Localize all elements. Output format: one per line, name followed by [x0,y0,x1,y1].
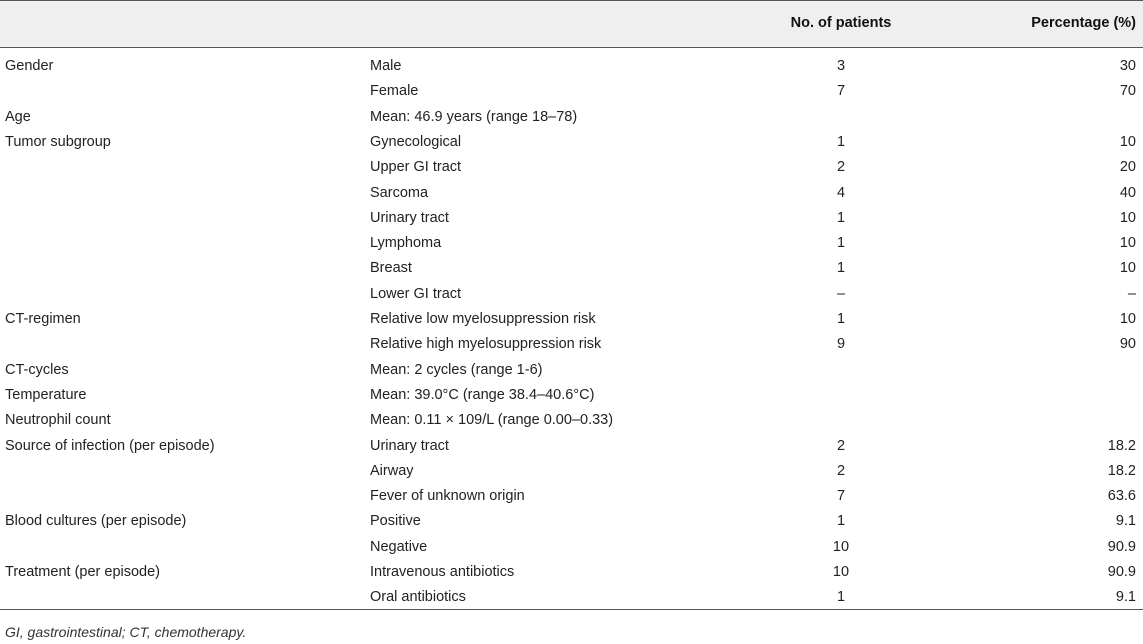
row-subcategory: Airway [370,463,414,479]
row-percentage: 18.2 [1107,438,1136,454]
row-no-of-patients: 1 [836,260,846,276]
row-subcategory: Mean: 2 cycles (range 1-6) [370,362,543,378]
row-category: Treatment (per episode) [5,564,161,580]
row-percentage: 30 [1119,58,1136,74]
row-no-of-patients: 1 [836,134,846,150]
row-no-of-patients: 3 [836,58,846,74]
row-subcategory: Lower GI tract [370,286,462,302]
row-no-of-patients: 9 [836,336,846,352]
row-percentage: 10 [1119,210,1136,226]
row-percentage: 70 [1119,83,1136,99]
row-no-of-patients: 10 [832,539,850,555]
row-subcategory: Oral antibiotics [370,589,466,605]
header-percentage: Percentage (%) [1031,15,1136,31]
bottom-rule [0,609,1143,610]
row-subcategory: Fever of unknown origin [370,488,525,504]
row-subcategory: Positive [370,513,421,529]
row-subcategory: Intravenous antibiotics [370,564,515,580]
row-percentage: 90.9 [1107,539,1136,555]
row-no-of-patients: 2 [836,438,846,454]
row-subcategory: Mean: 46.9 years (range 18–78) [370,109,578,125]
row-category: Source of infection (per episode) [5,438,215,454]
row-percentage: 9.1 [1115,589,1136,605]
table-header-background [0,0,1143,47]
row-percentage: 10 [1119,311,1136,327]
row-subcategory: Urinary tract [370,210,449,226]
row-subcategory: Mean: 0.11 × 109/L (range 0.00–0.33) [370,412,614,428]
row-percentage: 10 [1119,260,1136,276]
row-subcategory: Relative high myelosuppression risk [370,336,602,352]
row-no-of-patients: 2 [836,463,846,479]
row-no-of-patients: 4 [836,185,846,201]
row-category: Age [5,109,31,125]
row-no-of-patients: 10 [832,564,850,580]
row-percentage: 90.9 [1107,564,1136,580]
row-no-of-patients: 1 [836,210,846,226]
table-footnote: GI, gastrointestinal; CT, chemotherapy. [5,624,247,640]
row-category: Neutrophil count [5,412,111,428]
row-subcategory: Negative [370,539,428,555]
row-no-of-patients: 7 [836,83,846,99]
row-category: Tumor subgroup [5,134,111,150]
row-category: Temperature [5,387,87,403]
row-no-of-patients: 1 [836,311,846,327]
row-subcategory: Upper GI tract [370,159,462,175]
row-category: CT-cycles [5,362,69,378]
row-no-of-patients: 1 [836,589,846,605]
row-percentage: 9.1 [1115,513,1136,529]
row-subcategory: Lymphoma [370,235,442,251]
row-no-of-patients: 1 [836,235,846,251]
row-percentage: 10 [1119,134,1136,150]
row-percentage: 20 [1119,159,1136,175]
row-percentage: 40 [1119,185,1136,201]
row-subcategory: Female [370,83,419,99]
row-percentage: 10 [1119,235,1136,251]
row-percentage: 63.6 [1107,488,1136,504]
row-subcategory: Male [370,58,402,74]
row-subcategory: Sarcoma [370,185,429,201]
row-percentage: 90 [1119,336,1136,352]
row-percentage: – [1127,286,1136,302]
row-no-of-patients: 2 [836,159,846,175]
row-subcategory: Mean: 39.0°C (range 38.4–40.6°C) [370,387,595,403]
row-category: CT-regimen [5,311,81,327]
top-rule [0,0,1143,1]
row-no-of-patients: 7 [836,488,846,504]
row-no-of-patients: 1 [836,513,846,529]
row-percentage: 18.2 [1107,463,1136,479]
header-no-of-patients: No. of patients [790,15,892,31]
row-subcategory: Breast [370,260,412,276]
row-subcategory: Gynecological [370,134,462,150]
row-category: Blood cultures (per episode) [5,513,187,529]
row-no-of-patients: – [836,286,846,302]
row-subcategory: Relative low myelosuppression risk [370,311,596,327]
row-category: Gender [5,58,54,74]
header-rule [0,47,1143,48]
row-subcategory: Urinary tract [370,438,449,454]
